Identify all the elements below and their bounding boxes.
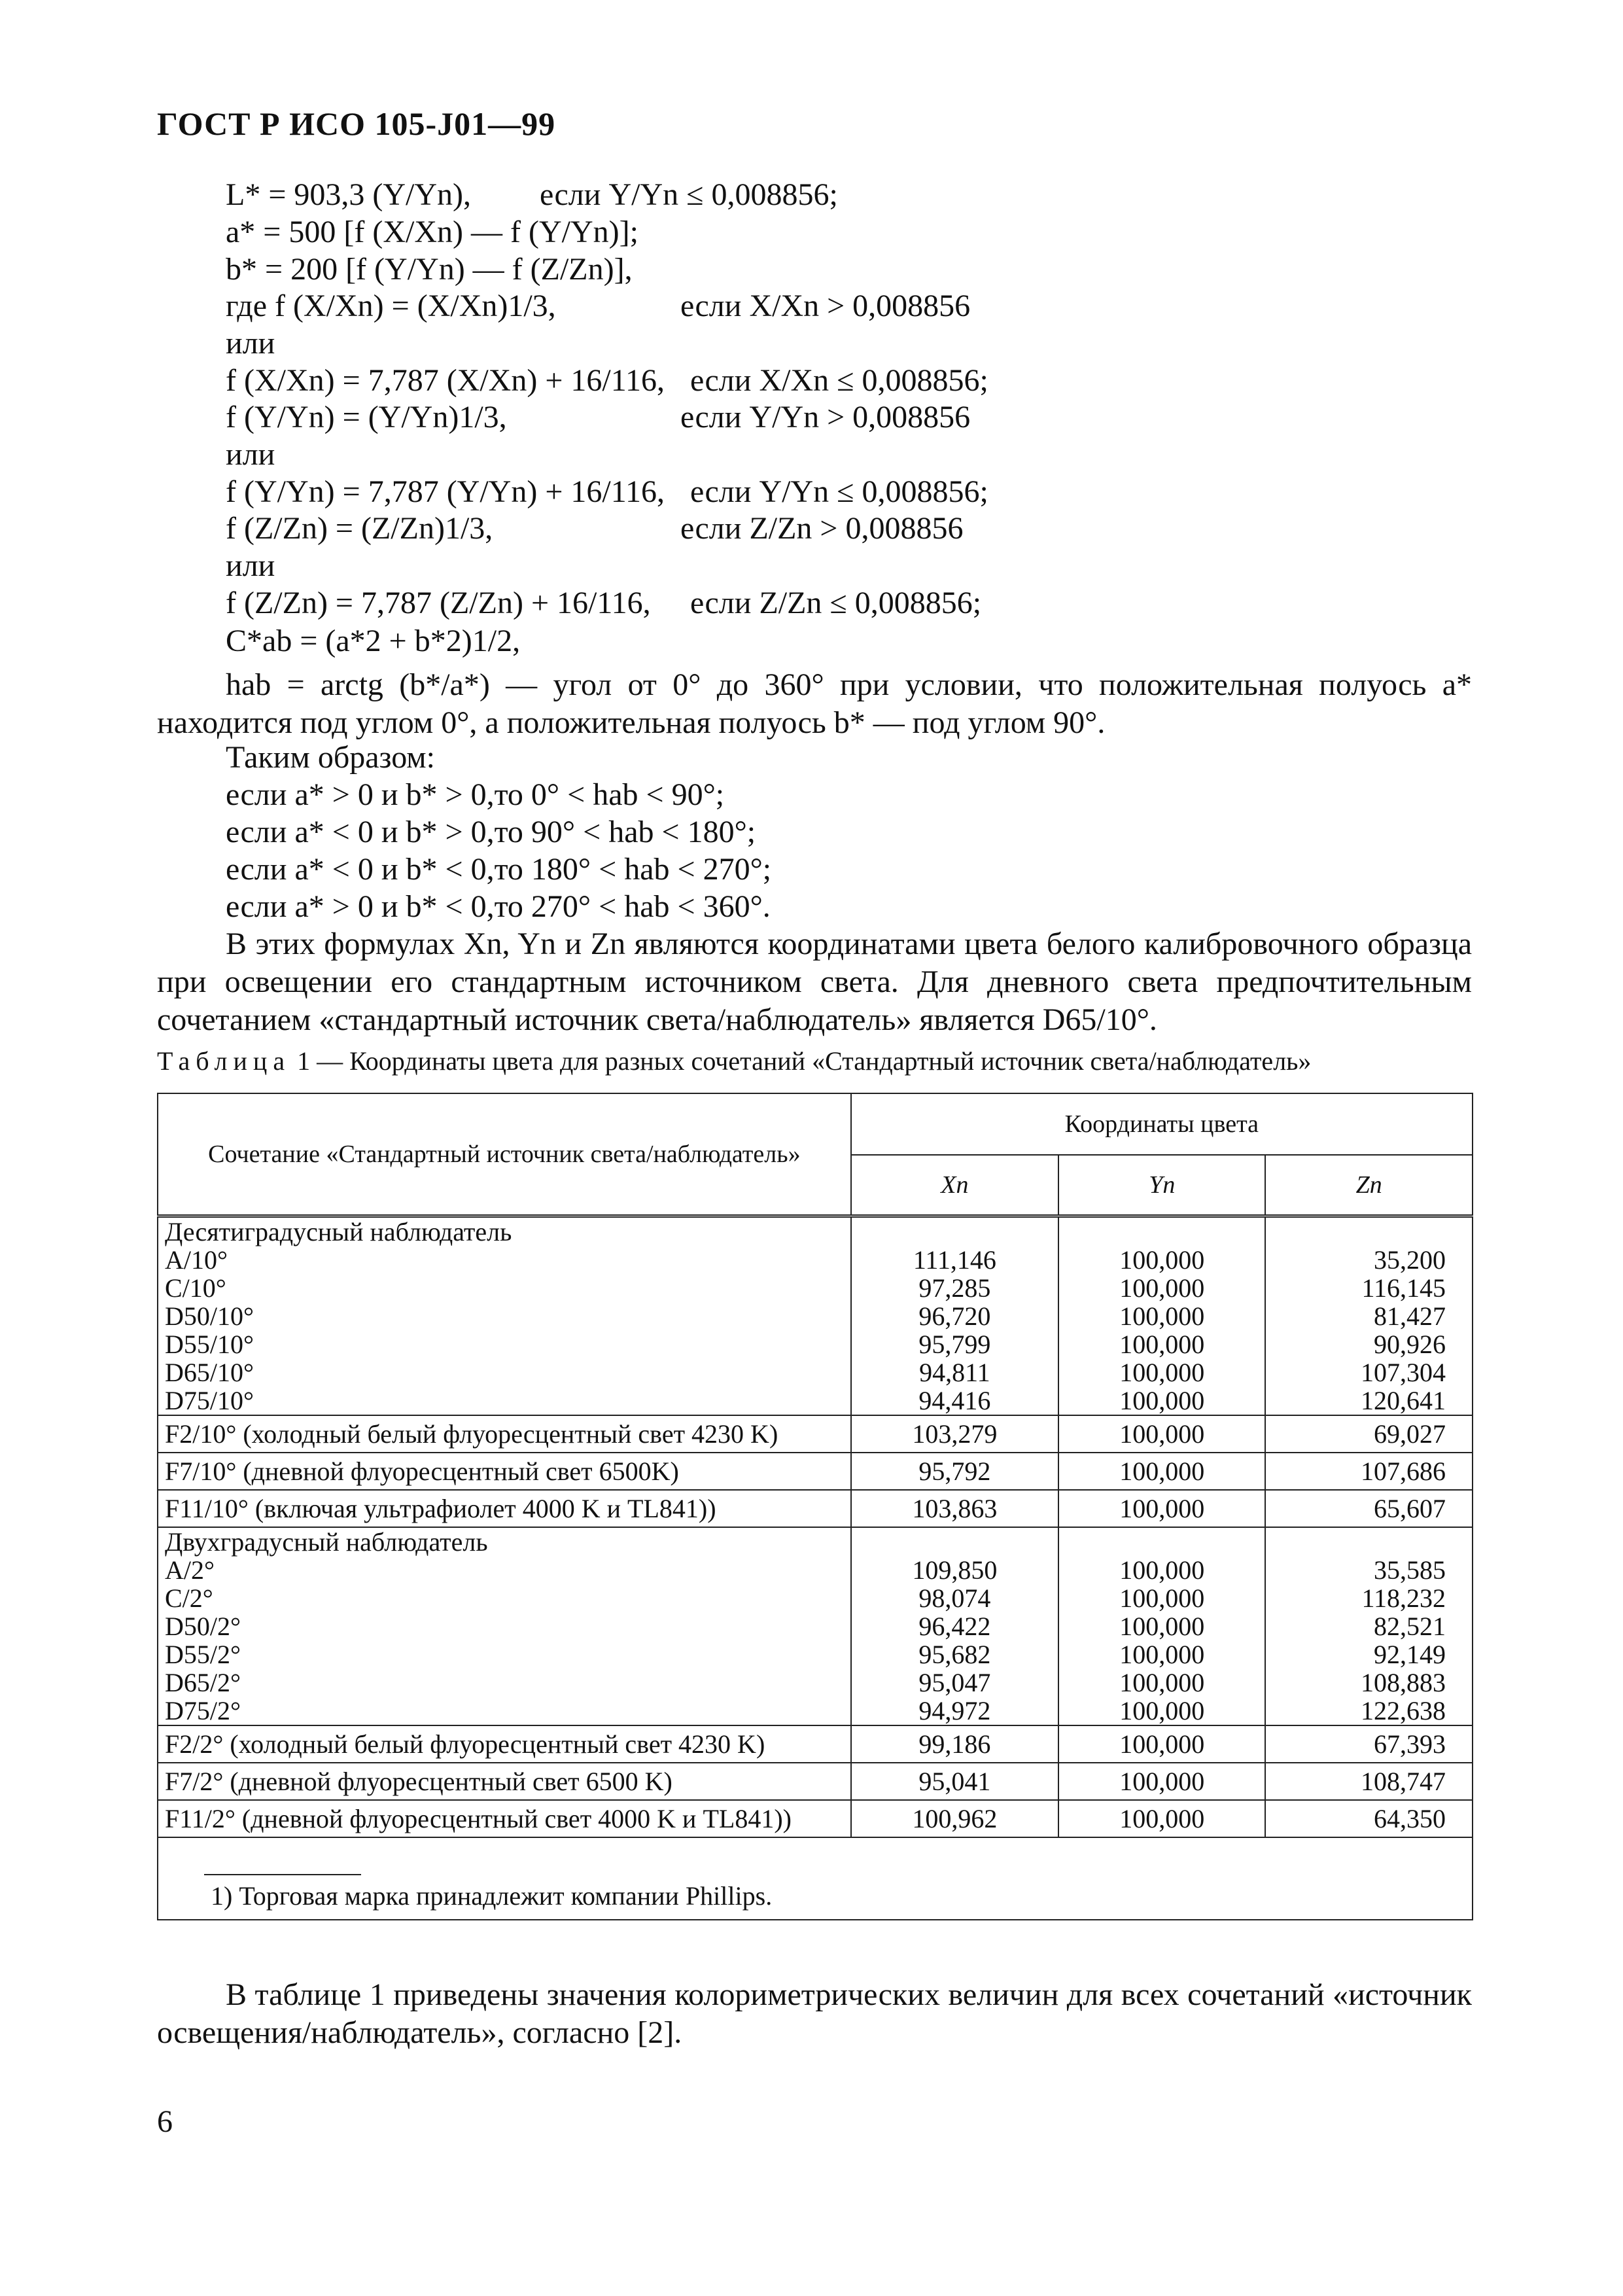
- cell-xn: 100,962: [851, 1800, 1058, 1837]
- cell-xn: 109,850: [851, 1556, 1058, 1584]
- cell-xn: 98,074: [851, 1584, 1058, 1612]
- table-row: [158, 1640, 1473, 1669]
- footnote-row: [158, 1837, 1473, 1920]
- cell-yn: 100,000: [1058, 1669, 1265, 1697]
- formula-fz2: f (Z/Zn) = 7,787 (Z/Zn) + 16/116,: [226, 586, 651, 620]
- cell-yn: 100,000: [1058, 1274, 1265, 1302]
- row-label: C/10°: [158, 1274, 851, 1302]
- formula-fx1-condition: если X/Xn > 0,008856: [680, 289, 971, 323]
- cell-xn: 103,279: [851, 1415, 1058, 1453]
- cell-xn: 94,811: [851, 1358, 1058, 1386]
- empty-cell: [851, 1527, 1058, 1556]
- formula-chroma: C*ab = (a*2 + b*2)1/2,: [226, 624, 521, 658]
- header-yn: Yn: [1058, 1155, 1265, 1216]
- section-title: Десятиградусный наблюдатель: [158, 1216, 851, 1246]
- table-row: [158, 1246, 1473, 1274]
- cell-xn: 95,047: [851, 1669, 1058, 1697]
- formula-fx2-condition: если X/Xn ≤ 0,008856;: [690, 363, 988, 398]
- table-row: [158, 1800, 1473, 1837]
- footnote-divider: [204, 1874, 361, 1875]
- paragraph-hue-angle: hab = arctg (b*/a*) — угол от 0° до 360° при условии, что положительная полуось a* находится под углом 0°, а положительная полуось b* — под углом 90°.: [157, 667, 1472, 740]
- page-number: 6: [157, 2104, 173, 2139]
- formula-fz2-condition: если Z/Zn ≤ 0,008856;: [690, 586, 982, 620]
- row-label: D55/10°: [158, 1330, 851, 1358]
- empty-cell: [1058, 1216, 1265, 1246]
- formula-L: L* = 903,3 (Y/Yn),: [226, 177, 472, 212]
- formula-b: b* = 200 [f (Y/Yn) — f (Z/Zn)],: [226, 252, 633, 287]
- color-coordinates-table: [157, 1093, 1473, 1920]
- cell-zn: 118,232: [1265, 1584, 1473, 1612]
- formula-fy1: f (Y/Yn) = (Y/Yn)1/3,: [226, 400, 507, 434]
- cell-zn: 90,926: [1265, 1330, 1473, 1358]
- cell-zn: 120,641: [1265, 1386, 1473, 1415]
- row-label: F7/10° (дневной флуоресцентный свет 6500K): [158, 1453, 851, 1490]
- formula-fz1-condition: если Z/Zn > 0,008856: [680, 511, 964, 546]
- cell-zn: 116,145: [1265, 1274, 1473, 1302]
- cell-yn: 100,000: [1058, 1246, 1265, 1274]
- cell-yn: 100,000: [1058, 1763, 1265, 1800]
- section-title: Двухградусный наблюдатель: [158, 1527, 851, 1556]
- footnote-text: 1) Торговая марка принадлежит компании Phillips.: [211, 1881, 773, 1911]
- row-label: C/2°: [158, 1584, 851, 1612]
- cell-yn: 100,000: [1058, 1612, 1265, 1640]
- formula-fz1: f (Z/Zn) = (Z/Zn)1/3,: [226, 511, 493, 546]
- hue-case-4: если a* > 0 и b* < 0,то 270° < hab < 360°.: [226, 889, 771, 924]
- cell-zn: 67,393: [1265, 1725, 1473, 1763]
- cell-yn: 100,000: [1058, 1556, 1265, 1584]
- row-label: D50/2°: [158, 1612, 851, 1640]
- table-row: [158, 1612, 1473, 1640]
- table-row: [158, 1386, 1473, 1415]
- cell-yn: 100,000: [1058, 1358, 1265, 1386]
- row-label: D65/2°: [158, 1669, 851, 1697]
- cell-xn: 94,416: [851, 1386, 1058, 1415]
- cell-zn: 108,883: [1265, 1669, 1473, 1697]
- cell-xn: 96,422: [851, 1612, 1058, 1640]
- section-row: [158, 1527, 1473, 1556]
- table-body: [158, 1216, 1473, 1920]
- paragraph-thus: Таким образом:: [226, 740, 436, 775]
- formula-or-3: или: [226, 548, 275, 583]
- paragraph-explanation: В этих формулах Xn, Yn и Zn являются координатами цвета белого калибровочного образца при освещении его стандартным источником света. Для дневного света предпочтительным сочетанием «стандартный источник света/наблюдатель» является D65/10°.: [157, 927, 1472, 1037]
- footnote-cell: [158, 1837, 1473, 1920]
- row-label: F7/2° (дневной флуоресцентный свет 6500 K): [158, 1763, 851, 1800]
- cell-yn: 100,000: [1058, 1386, 1265, 1415]
- formula-fx2: f (X/Xn) = 7,787 (X/Xn) + 16/116,: [226, 363, 665, 398]
- formula-fy2: f (Y/Yn) = 7,787 (Y/Yn) + 16/116,: [226, 474, 665, 509]
- cell-xn: 95,682: [851, 1640, 1058, 1669]
- row-label: F11/10° (включая ультрафиолет 4000 K и TL841)): [158, 1490, 851, 1527]
- section-row: [158, 1216, 1473, 1246]
- cell-yn: 100,000: [1058, 1584, 1265, 1612]
- table-row: [158, 1358, 1473, 1386]
- table-row: [158, 1584, 1473, 1612]
- cell-zn: 122,638: [1265, 1697, 1473, 1725]
- formula-fx1: где f (X/Xn) = (X/Xn)1/3,: [226, 289, 556, 323]
- formula-fy2-condition: если Y/Yn ≤ 0,008856;: [690, 474, 988, 509]
- empty-cell: [1058, 1527, 1265, 1556]
- cell-yn: 100,000: [1058, 1490, 1265, 1527]
- document-header: ГОСТ Р ИСО 105-J01—99: [157, 105, 556, 142]
- table-row: [158, 1490, 1473, 1527]
- table-row: [158, 1302, 1473, 1330]
- table-row: [158, 1453, 1473, 1490]
- cell-xn: 95,792: [851, 1453, 1058, 1490]
- row-label: F11/2° (дневной флуоресцентный свет 4000 K и TL841)): [158, 1800, 851, 1837]
- cell-yn: 100,000: [1058, 1453, 1265, 1490]
- row-label: A/10°: [158, 1246, 851, 1274]
- cell-xn: 95,041: [851, 1763, 1058, 1800]
- cell-yn: 100,000: [1058, 1640, 1265, 1669]
- empty-cell: [1265, 1216, 1473, 1246]
- cell-zn: 108,747: [1265, 1763, 1473, 1800]
- cell-xn: 95,799: [851, 1330, 1058, 1358]
- table-caption-word: Таблица: [157, 1046, 291, 1076]
- hue-case-1: если a* > 0 и b* > 0,то 0° < hab < 90°;: [226, 777, 725, 812]
- cell-zn: 92,149: [1265, 1640, 1473, 1669]
- cell-xn: 103,863: [851, 1490, 1058, 1527]
- cell-zn: 65,607: [1265, 1490, 1473, 1527]
- cell-zn: 64,350: [1265, 1800, 1473, 1837]
- cell-zn: 107,686: [1265, 1453, 1473, 1490]
- row-label: F2/2° (холодный белый флуоресцентный свет 4230 K): [158, 1725, 851, 1763]
- cell-xn: 96,720: [851, 1302, 1058, 1330]
- hue-case-3: если a* < 0 и b* < 0,то 180° < hab < 270°;: [226, 852, 772, 887]
- table-caption-text: 1 — Координаты цвета для разных сочетаний «Стандартный источник света/наблюдатель»: [297, 1046, 1312, 1076]
- table-row: [158, 1763, 1473, 1800]
- formula-fy1-condition: если Y/Yn > 0,008856: [680, 400, 971, 434]
- table-row: [158, 1274, 1473, 1302]
- table-row: [158, 1669, 1473, 1697]
- paragraph-closing: В таблице 1 приведены значения колориметрических величин для всех сочетаний «источник освещения/наблюдатель», согласно [2].: [157, 1977, 1472, 2050]
- cell-zn: 35,200: [1265, 1246, 1473, 1274]
- empty-cell: [851, 1216, 1058, 1246]
- header-coordinates: Координаты цвета: [851, 1093, 1473, 1155]
- header-xn: Xn: [851, 1155, 1058, 1216]
- cell-xn: 97,285: [851, 1274, 1058, 1302]
- table-row: [158, 1725, 1473, 1763]
- cell-yn: 100,000: [1058, 1697, 1265, 1725]
- header-zn: Zn: [1265, 1155, 1473, 1216]
- cell-zn: 81,427: [1265, 1302, 1473, 1330]
- table-row: [158, 1697, 1473, 1725]
- row-label: D50/10°: [158, 1302, 851, 1330]
- cell-yn: 100,000: [1058, 1415, 1265, 1453]
- cell-zn: 82,521: [1265, 1612, 1473, 1640]
- formula-a: a* = 500 [f (X/Xn) — f (Y/Yn)];: [226, 215, 638, 249]
- hue-case-2: если a* < 0 и b* > 0,то 90° < hab < 180°;: [226, 815, 756, 849]
- table-row: [158, 1415, 1473, 1453]
- table-caption: [157, 1046, 1311, 1076]
- header-combination: Сочетание «Стандартный источник света/наблюдатель»: [158, 1093, 851, 1216]
- table-row: [158, 1330, 1473, 1358]
- cell-xn: 99,186: [851, 1725, 1058, 1763]
- cell-zn: 69,027: [1265, 1415, 1473, 1453]
- cell-yn: 100,000: [1058, 1302, 1265, 1330]
- row-label: D65/10°: [158, 1358, 851, 1386]
- row-label: D75/10°: [158, 1386, 851, 1415]
- empty-cell: [1265, 1527, 1473, 1556]
- table-row: [158, 1556, 1473, 1584]
- cell-yn: 100,000: [1058, 1330, 1265, 1358]
- formula-L-condition: если Y/Yn ≤ 0,008856;: [540, 177, 838, 212]
- cell-yn: 100,000: [1058, 1800, 1265, 1837]
- formula-or-2: или: [226, 437, 275, 472]
- cell-zn: 107,304: [1265, 1358, 1473, 1386]
- cell-xn: 94,972: [851, 1697, 1058, 1725]
- row-label: D55/2°: [158, 1640, 851, 1669]
- row-label: F2/10° (холодный белый флуоресцентный свет 4230 K): [158, 1415, 851, 1453]
- row-label: A/2°: [158, 1556, 851, 1584]
- row-label: D75/2°: [158, 1697, 851, 1725]
- cell-xn: 111,146: [851, 1246, 1058, 1274]
- cell-zn: 35,585: [1265, 1556, 1473, 1584]
- formula-or-1: или: [226, 326, 275, 361]
- cell-yn: 100,000: [1058, 1725, 1265, 1763]
